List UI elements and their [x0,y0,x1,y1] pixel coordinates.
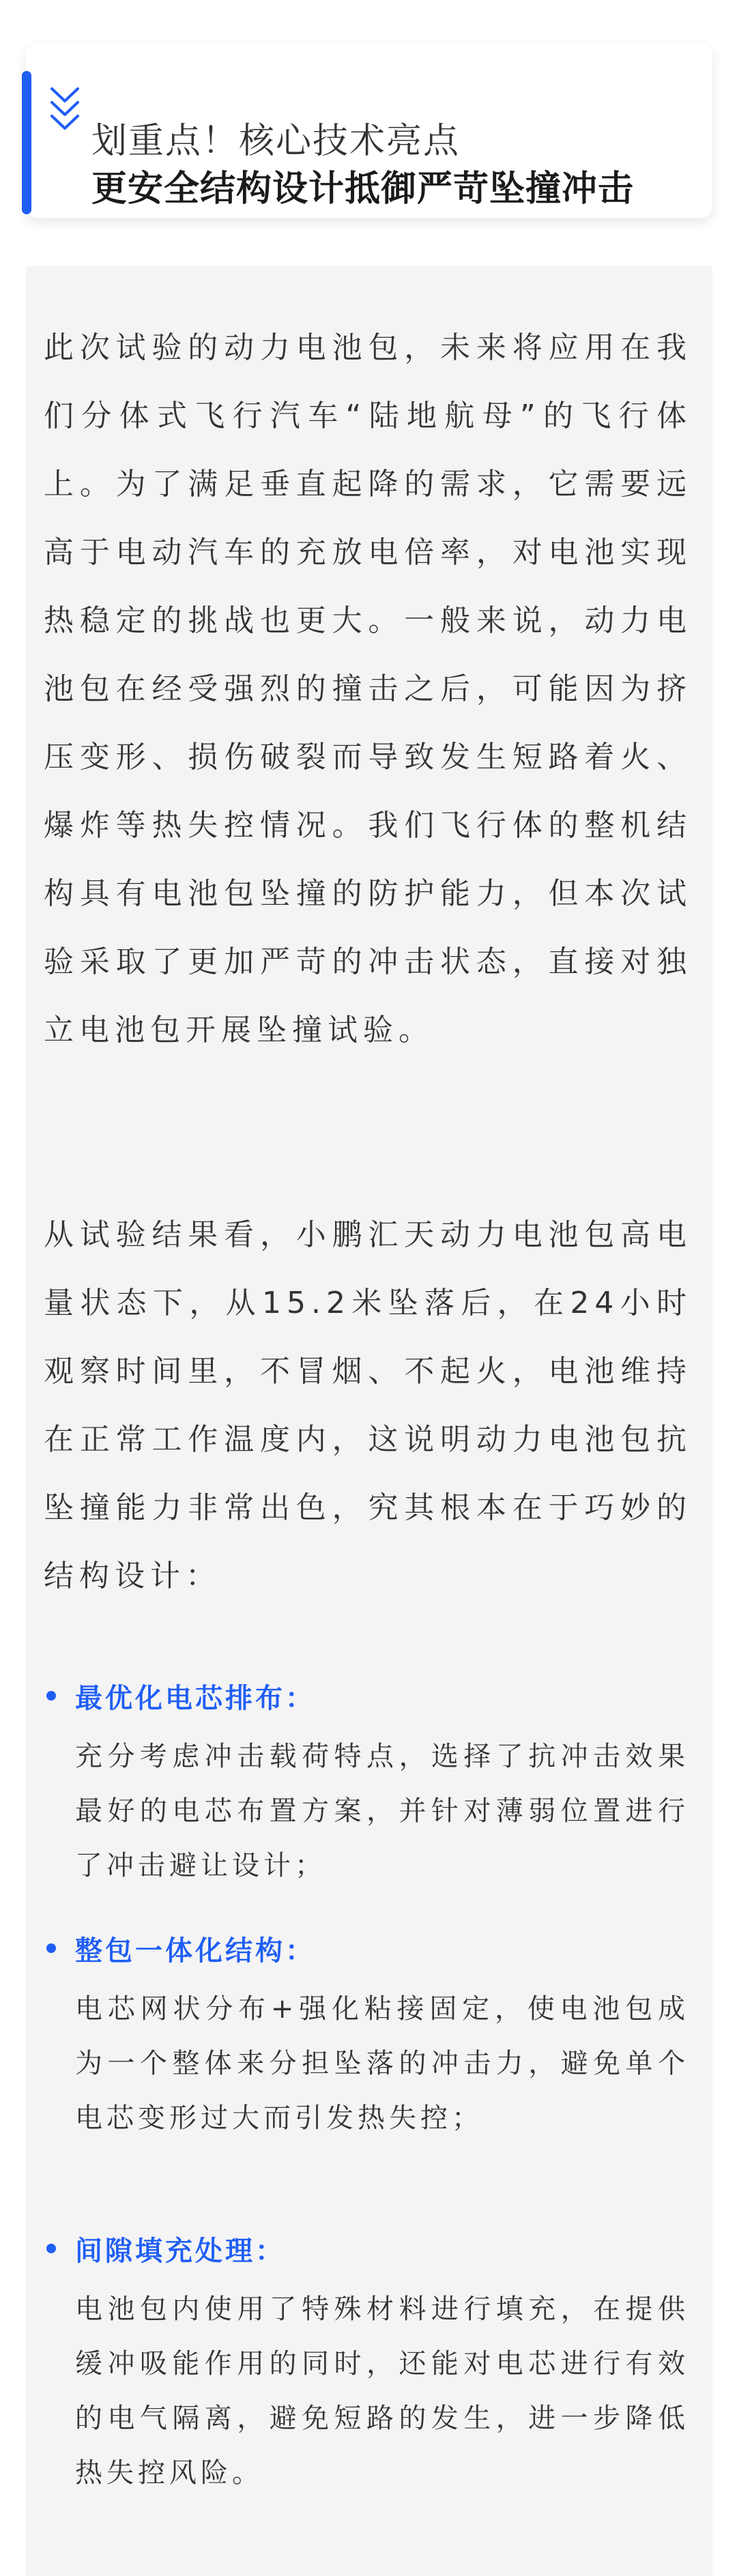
bullet-title: 最优化电芯排布： [75,1682,315,1714]
bullet-title: 间隙填充处理： [75,2235,285,2267]
bullet-dot-icon [46,1943,56,1953]
bullet-item [44,2225,692,2500]
bullet-text: 电池包内使用了特殊材料进行填充，在提供缓冲吸能作用的同时，还能对电芯进行有效的电气隔离，避免短路的发生，进一步降低热失控风险。 [75,2293,689,2489]
bullet-dot-icon [46,1691,56,1701]
bullet-text: 充分考虑冲击载荷特点，选择了抗冲击效果最好的电芯布置方案，并针对薄弱位置进行了冲击避让设计； [75,1741,689,1881]
paragraph-intro: 此次试验的动力电池包，未来将应用在我们分体式飞行汽车“陆地航母”的飞行体上。为了满足垂直起降的需求，它需要远高于电动汽车的充放电倍率，对电池实现热稳定的挑战也更大。一般来说，动力电池包在经受强烈的撞击之后，可能因为挤压变形、损伤破裂而导致发生短路着火、爆炸等热失控情况。我们飞行体的整机结构具有电池包坠撞的防护能力，但本次试验采取了更加严苛的冲击状态，直接对独立电池包开展坠撞试验。 [44,330,692,1047]
header-card [26,44,712,218]
bullet-item [44,1924,692,2145]
double-chevron-down-icon [49,83,81,138]
article-body [26,266,712,2576]
bullet-title: 整包一体化结构： [75,1935,315,1967]
header-subtitle: 划重点！核心技术亮点 [91,121,461,162]
paragraph-results: 从试验结果看，小鹏汇天动力电池包高电量状态下，从15.2米坠落后，在24小时观察时间里，不冒烟、不起火，电池维持在正常工作温度内，这说明动力电池包抗坠撞能力非常出色，究其根本在于巧妙的结构设计： [44,1217,692,1593]
accent-bar [22,71,31,214]
bullet-dot-icon [46,2244,56,2253]
header-title: 更安全结构设计抵御严苛坠撞冲击 [91,169,635,209]
bullet-item [44,1672,692,1893]
bullet-text: 电芯网状分布+强化粘接固定，使电池包成为一个整体来分担坠落的冲击力，避免单个电芯变形过大而引发热失控； [75,1993,689,2134]
